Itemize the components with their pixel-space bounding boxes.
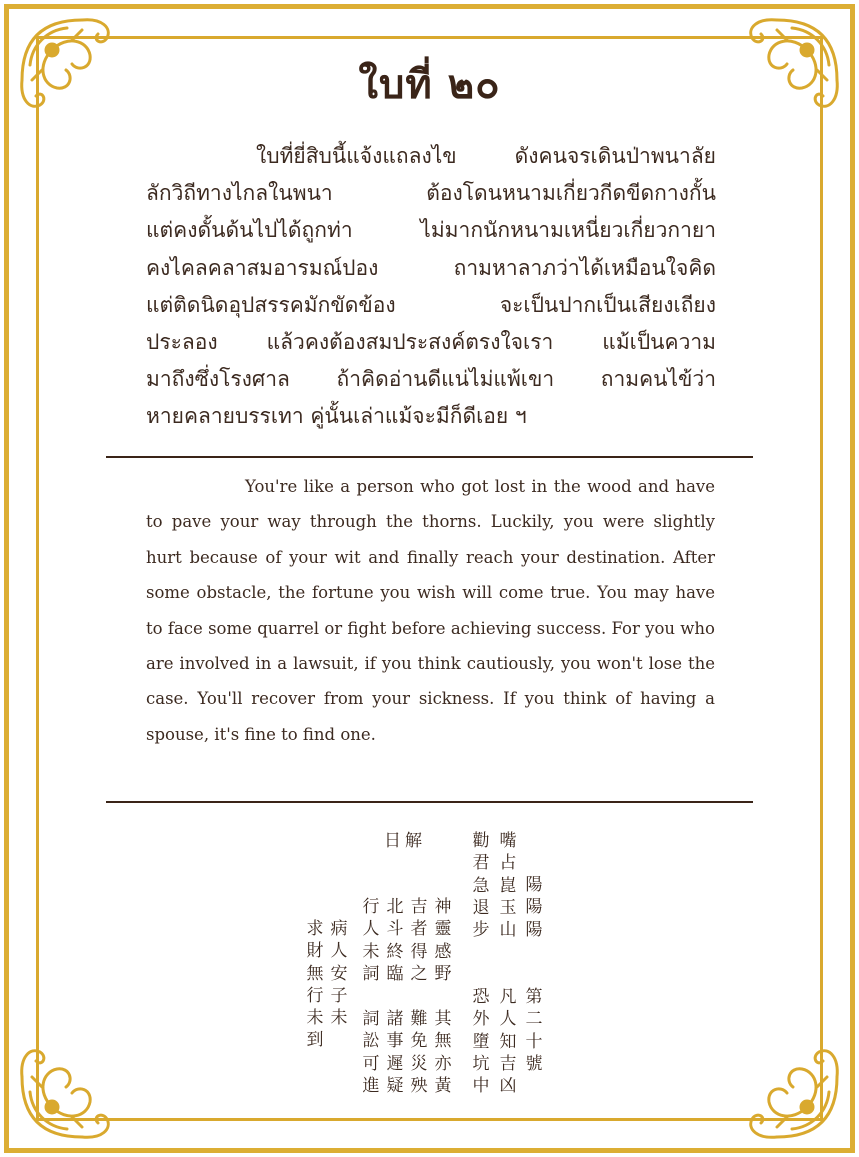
thai-verse-line: หายคลายบรรเทา คู่นั้นเล่าแม้จะมีก็ดีเอย ฯ: [146, 404, 527, 429]
divider: [106, 456, 753, 458]
thai-verse-line: แต่ติดนิดอุปสรรคมักขัดข้อง จะเป็นปากเป็นเสียงเถียง: [146, 292, 716, 317]
chinese-column: 其無亦黃: [434, 1009, 452, 1096]
chinese-column: 陽陽陽: [525, 875, 543, 940]
chinese-column: 行人未詞: [362, 897, 380, 984]
chinese-column: 嘴占崑玉山: [499, 831, 517, 941]
chinese-heading: 日解: [384, 831, 426, 851]
thai-verse-line: มาถึงซึ่งโรงศาล ถ้าคิดอ่านดีแน่ไม่แพ้เขา ถามคนไข้ว่า: [146, 367, 716, 392]
english-translation: [146, 469, 715, 752]
chinese-column: 神靈感野: [434, 897, 452, 984]
chinese-column: 求財無行未到: [306, 919, 324, 1051]
page-title: ใบที่ ๒๐: [358, 61, 501, 108]
chinese-column: 病人安子未: [330, 919, 348, 1029]
chinese-column: 勸君急退步: [472, 831, 490, 941]
divider: [106, 801, 753, 803]
chinese-column: 凡人知吉凶: [499, 987, 517, 1097]
corner-ornament-icon: [727, 1027, 847, 1147]
chinese-column: 北斗終臨: [386, 897, 404, 984]
chinese-column: 詞訟可進: [362, 1009, 380, 1096]
chinese-column: 第二十號: [525, 987, 543, 1074]
thai-verse-line: คงไคลคลาสมอารมณ์ปอง ถามหาลาภว่าได้เหมือนใจคิด: [146, 255, 716, 280]
thai-verse-line: ใบที่ยี่สิบนี้แจ้งแถลงไข ดังคนจรเดินป่าพนาลัย: [256, 144, 716, 168]
thai-verse: [146, 138, 716, 436]
chinese-column: 吉者得之: [410, 897, 428, 984]
thai-verse-line: ประลอง แล้วคงต้องสมประสงค์ตรงใจเรา แม้เป็นความ: [146, 330, 716, 355]
chinese-column: 諸事遲疑: [386, 1009, 404, 1096]
thai-verse-line: ลักวิถีทางไกลในพนา ต้องโดนหนามเกี่ยวกีดขีดกางกั้น: [146, 181, 716, 206]
english-paragraph: You're like a person who got lost in the wood and have to pave your way through the thorns. Luckily, you were slightly hurt because of your wit and finally reach your destination. After some obstacle, the fortune you wish will come true. You may have to face some quarrel or fight before achieving success. For you who are involved in a lawsuit, if you think cautiously, you won't lose the case. You'll recover from your sickness. If you think of having a spouse, it's fine to find one.: [146, 477, 715, 744]
corner-ornament-icon: [12, 1027, 132, 1147]
chinese-column: 恐外墮坑中: [472, 987, 490, 1097]
chinese-column: 難免災殃: [410, 1009, 428, 1096]
thai-verse-line: แต่คงดั้นด้นไปได้ถูกท่า ไม่มากนักหนามเหนี่ยวเกี่ยวกายา: [146, 218, 716, 243]
